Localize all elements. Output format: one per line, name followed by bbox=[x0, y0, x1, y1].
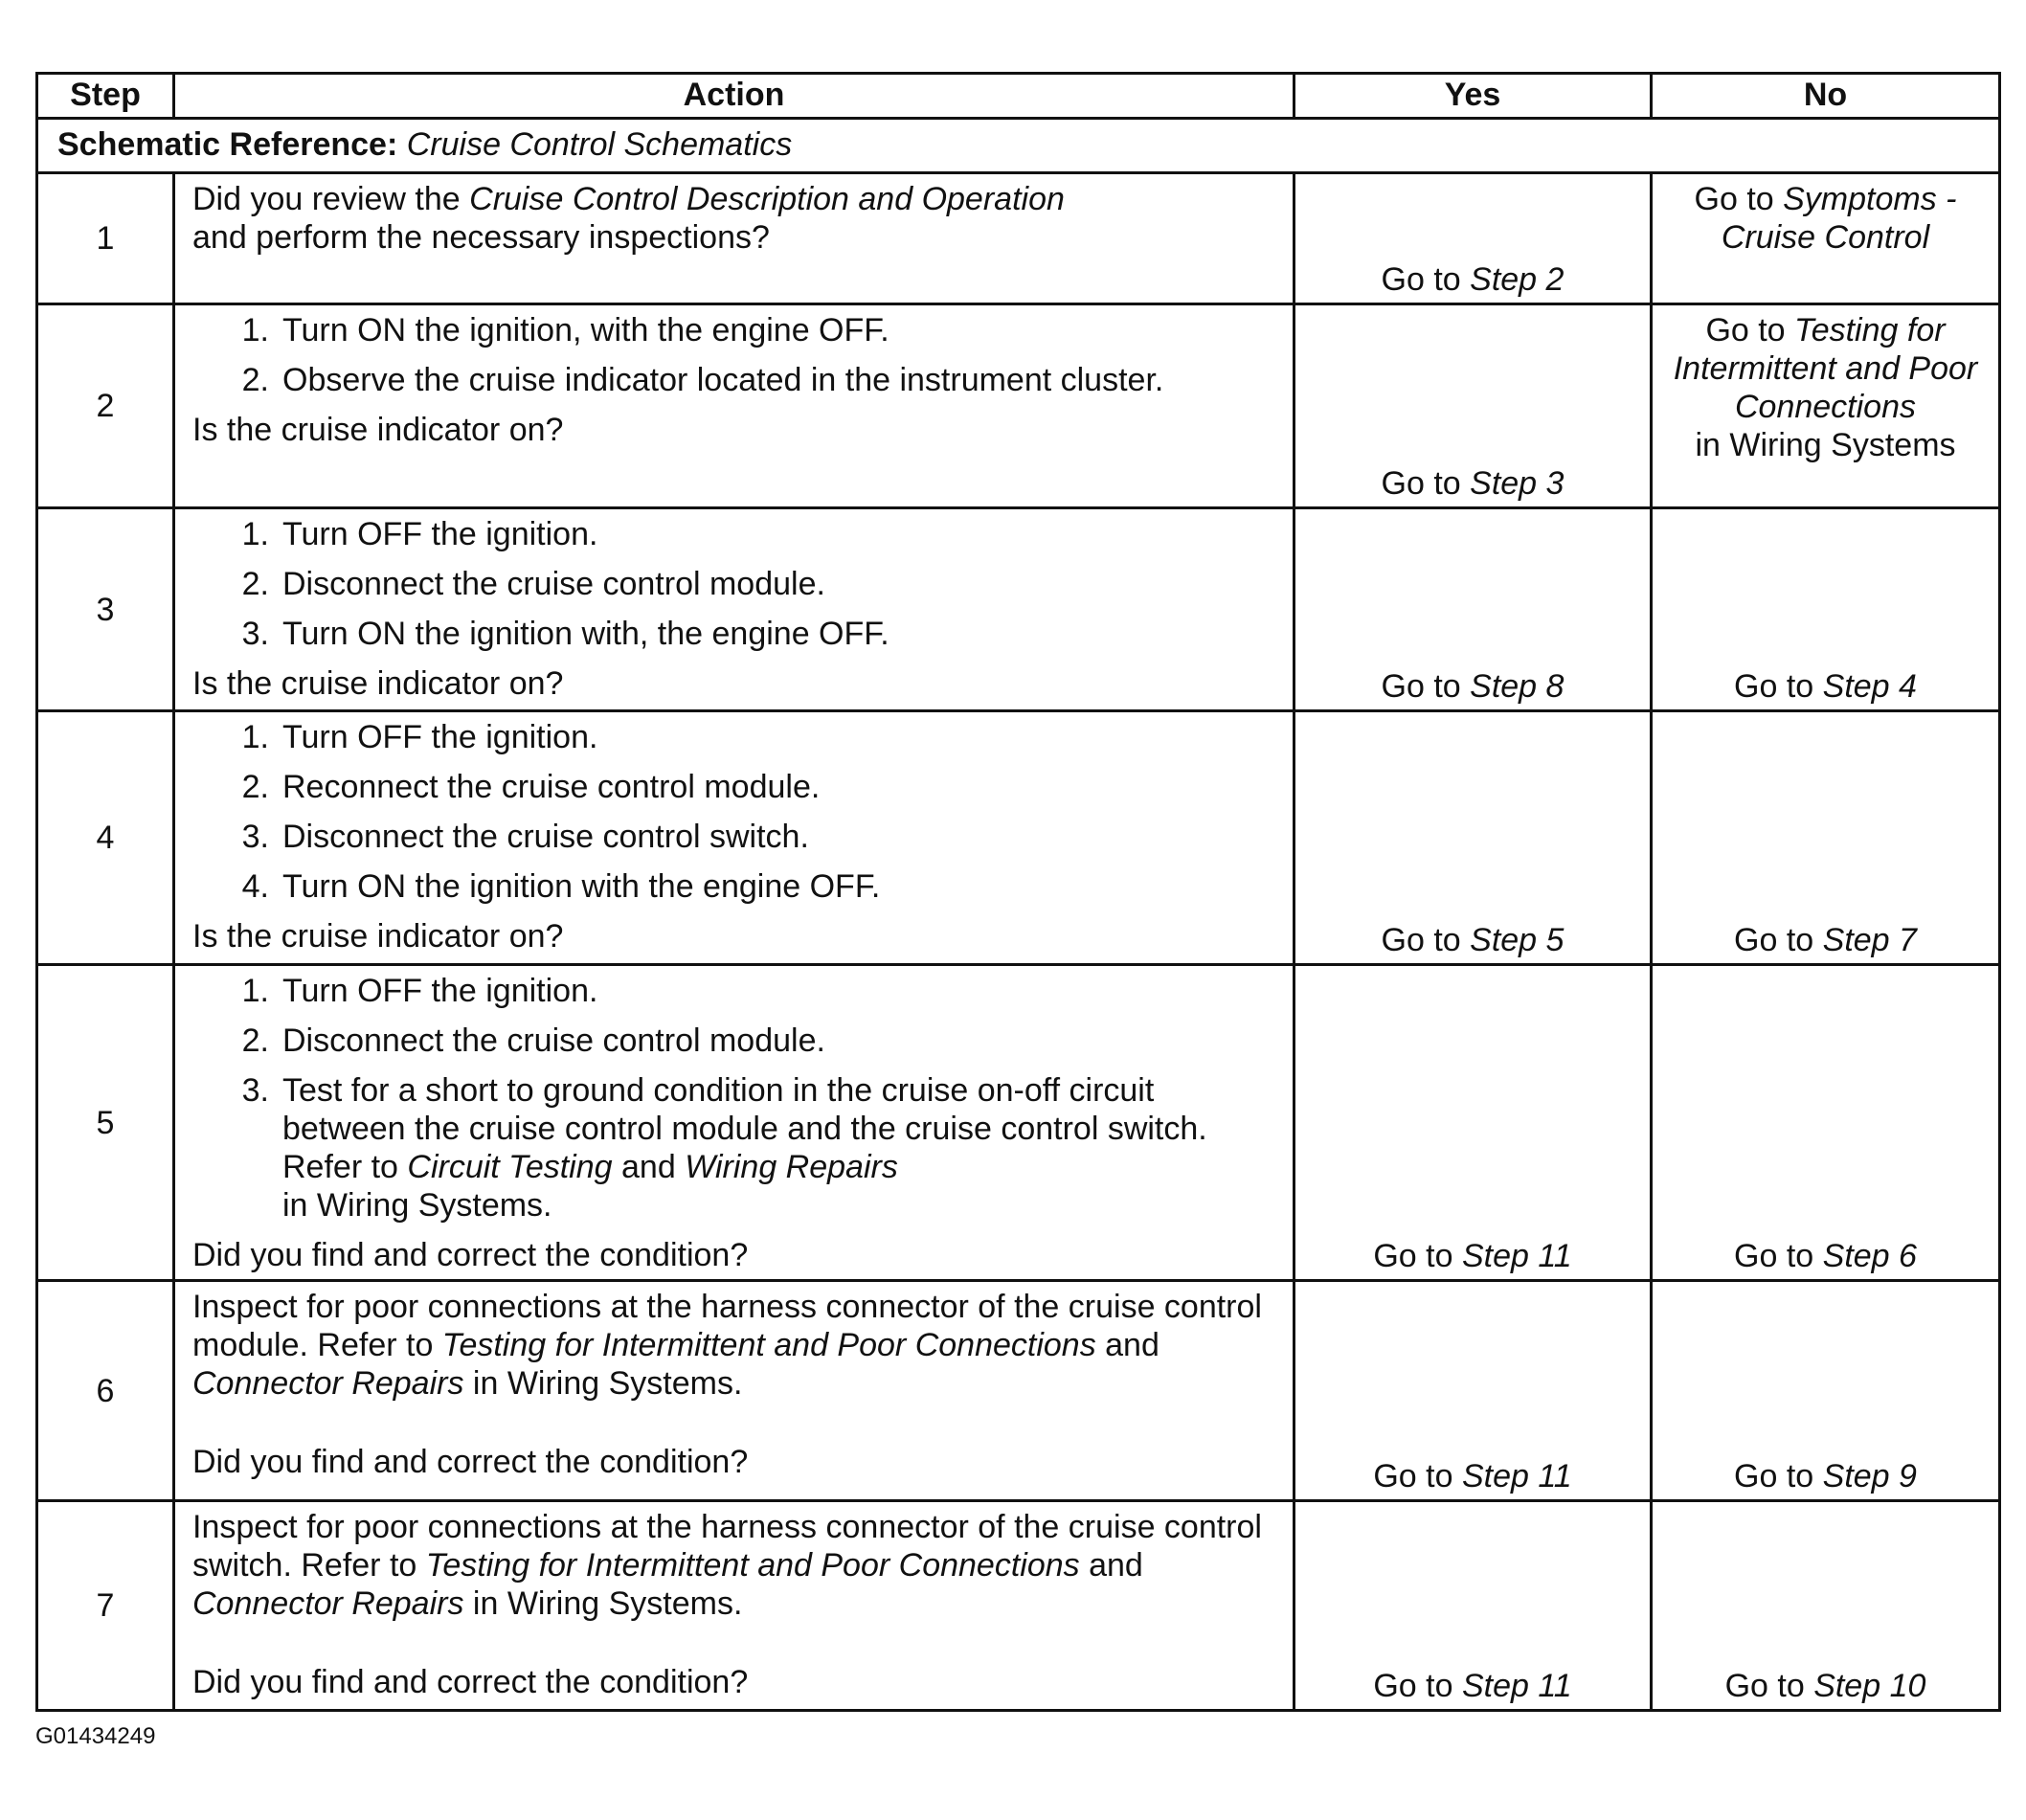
step-number: 6 bbox=[37, 1281, 174, 1501]
schematic-row bbox=[37, 119, 2000, 173]
yes-text: Go to bbox=[1381, 922, 1471, 958]
no-link[interactable]: Step 4 bbox=[1822, 668, 1917, 705]
no-cell bbox=[1652, 304, 2000, 508]
yes-link[interactable]: Step 5 bbox=[1470, 922, 1565, 958]
list-item: 1. Turn ON the ignition, with the engine OFF. bbox=[241, 312, 889, 348]
table-row bbox=[37, 1501, 2000, 1711]
yes-cell bbox=[1294, 965, 1652, 1281]
instruction-list bbox=[192, 718, 1273, 906]
yes-cell bbox=[1294, 711, 1652, 965]
yes-text: Go to bbox=[1381, 668, 1471, 705]
no-link[interactable]: Step 10 bbox=[1813, 1668, 1926, 1704]
table-row bbox=[37, 304, 2000, 508]
action-cell bbox=[174, 173, 1294, 304]
wiring-repairs-link[interactable]: Wiring Repairs bbox=[685, 1149, 898, 1185]
list-item: 2. Disconnect the cruise control module. bbox=[241, 566, 825, 602]
list-item: 2. Observe the cruise indicator located in the instrument cluster. bbox=[241, 362, 1164, 398]
no-link[interactable]: Step 9 bbox=[1822, 1458, 1917, 1494]
no-cell bbox=[1652, 173, 2000, 304]
question-text: Did you find and correct the condition? bbox=[192, 1237, 749, 1273]
yes-text: Go to bbox=[1373, 1458, 1462, 1494]
no-cell bbox=[1652, 508, 2000, 711]
yes-link[interactable]: Step 2 bbox=[1470, 261, 1565, 298]
list-item: 3. Test for a short to ground condition in the cruise on-off circuit between the cruise control module and the cruise control switch. Refer to Circuit Testing and Wiring Repairs in Wiring Systems. bbox=[241, 1072, 1207, 1224]
no-cell bbox=[1652, 1501, 2000, 1711]
action-text: Did you review the Cruise Control Description and Operation bbox=[192, 181, 1065, 217]
schematic-reference bbox=[37, 119, 2000, 173]
list-item: 3. Turn ON the ignition with, the engine OFF. bbox=[241, 616, 889, 652]
yes-text: Go to bbox=[1381, 261, 1471, 298]
question-text: Is the cruise indicator on? bbox=[192, 918, 564, 955]
no-cell bbox=[1652, 711, 2000, 965]
action-text: and perform the necessary inspections? bbox=[192, 219, 770, 256]
yes-text: Go to bbox=[1373, 1238, 1462, 1274]
list-item: 1. Turn OFF the ignition. bbox=[241, 516, 598, 552]
instruction-list bbox=[192, 515, 1273, 653]
no-link[interactable]: Testing for Intermittent and Poor Connections bbox=[1673, 312, 1978, 425]
action-text: Inspect for poor connections at the harness connector of the cruise control switch. Refer to Testing for Intermittent and Poor Connections and Connector Repairs in Wiring Systems. bbox=[192, 1509, 1262, 1622]
step-number: 2 bbox=[37, 304, 174, 508]
action-cell bbox=[174, 711, 1294, 965]
table-row bbox=[37, 1281, 2000, 1501]
no-text: Go to bbox=[1724, 1668, 1814, 1704]
yes-text: Go to bbox=[1381, 465, 1471, 502]
header-yes: Yes bbox=[1294, 74, 1652, 119]
schematic-link[interactable]: Cruise Control Schematics bbox=[406, 126, 793, 163]
table-row bbox=[37, 965, 2000, 1281]
question-text: Is the cruise indicator on? bbox=[192, 665, 564, 702]
action-cell bbox=[174, 1501, 1294, 1711]
action-cell bbox=[174, 965, 1294, 1281]
question-text: Did you find and correct the condition? bbox=[192, 1664, 749, 1700]
no-cell bbox=[1652, 1281, 2000, 1501]
action-link[interactable]: Cruise Control Description and Operation bbox=[469, 181, 1065, 217]
no-link[interactable]: Cruise Control bbox=[1721, 219, 1930, 256]
list-item: 4. Turn ON the ignition with the engine OFF. bbox=[241, 868, 881, 905]
action-cell bbox=[174, 1281, 1294, 1501]
yes-cell bbox=[1294, 508, 1652, 711]
yes-cell bbox=[1294, 304, 1652, 508]
step-number: 3 bbox=[37, 508, 174, 711]
circuit-testing-link[interactable]: Circuit Testing bbox=[407, 1149, 613, 1185]
no-link[interactable]: Step 6 bbox=[1822, 1238, 1917, 1274]
action-cell bbox=[174, 508, 1294, 711]
diagnostic-table-container bbox=[35, 72, 1998, 1712]
step-number: 1 bbox=[37, 173, 174, 304]
no-link[interactable]: Symptoms - bbox=[1783, 181, 1957, 217]
yes-link[interactable]: Step 11 bbox=[1461, 1458, 1572, 1494]
no-text: Go to bbox=[1705, 312, 1795, 348]
no-text: Go to bbox=[1734, 1458, 1823, 1494]
header-step: Step bbox=[37, 74, 174, 119]
yes-cell bbox=[1294, 1501, 1652, 1711]
testing-intermittent-link[interactable]: Testing for Intermittent and Poor Connections bbox=[441, 1327, 1096, 1363]
table-row bbox=[37, 508, 2000, 711]
no-text: Go to bbox=[1694, 181, 1784, 217]
header-no: No bbox=[1652, 74, 2000, 119]
yes-cell bbox=[1294, 173, 1652, 304]
yes-link[interactable]: Step 11 bbox=[1461, 1238, 1572, 1274]
instruction-list bbox=[192, 311, 1273, 399]
header-row bbox=[37, 74, 2000, 119]
step-number: 5 bbox=[37, 965, 174, 1281]
list-item: 1. Turn OFF the ignition. bbox=[241, 973, 598, 1009]
question-text: Did you find and correct the condition? bbox=[192, 1444, 749, 1480]
table-row bbox=[37, 711, 2000, 965]
step-number: 4 bbox=[37, 711, 174, 965]
table-row bbox=[37, 173, 2000, 304]
question-text: Is the cruise indicator on? bbox=[192, 412, 564, 448]
no-text: Go to bbox=[1734, 1238, 1823, 1274]
list-item: 2. Disconnect the cruise control module. bbox=[241, 1022, 825, 1059]
list-item: 2. Reconnect the cruise control module. bbox=[241, 769, 821, 805]
no-text: Go to bbox=[1734, 668, 1823, 705]
diagnostic-table bbox=[35, 72, 2001, 1712]
no-text: in Wiring Systems bbox=[1695, 427, 1956, 463]
action-cell bbox=[174, 304, 1294, 508]
yes-link[interactable]: Step 11 bbox=[1461, 1668, 1572, 1704]
no-link[interactable]: Step 7 bbox=[1822, 922, 1917, 958]
header-action: Action bbox=[174, 74, 1294, 119]
no-cell bbox=[1652, 965, 2000, 1281]
connector-repairs-link[interactable]: Connector Repairs bbox=[192, 1585, 464, 1622]
action-text: Inspect for poor connections at the harness connector of the cruise control module. Refer to Testing for Intermittent and Poor Connections and Connector Repairs in Wiring Systems. bbox=[192, 1289, 1262, 1402]
no-text: Go to bbox=[1734, 922, 1823, 958]
yes-text: Go to bbox=[1373, 1668, 1462, 1704]
step-number: 7 bbox=[37, 1501, 174, 1711]
list-item: 1. Turn OFF the ignition. bbox=[241, 719, 598, 755]
testing-intermittent-link[interactable]: Testing for Intermittent and Poor Connections bbox=[425, 1547, 1080, 1584]
yes-cell bbox=[1294, 1281, 1652, 1501]
figure-id: G01434249 bbox=[35, 1723, 156, 1749]
instruction-list bbox=[192, 972, 1273, 1225]
list-item: 3. Disconnect the cruise control switch. bbox=[241, 819, 809, 855]
yes-link[interactable]: Step 8 bbox=[1470, 668, 1565, 705]
connector-repairs-link[interactable]: Connector Repairs bbox=[192, 1365, 464, 1402]
schematic-label: Schematic Reference: bbox=[57, 126, 398, 163]
yes-link[interactable]: Step 3 bbox=[1470, 465, 1565, 502]
